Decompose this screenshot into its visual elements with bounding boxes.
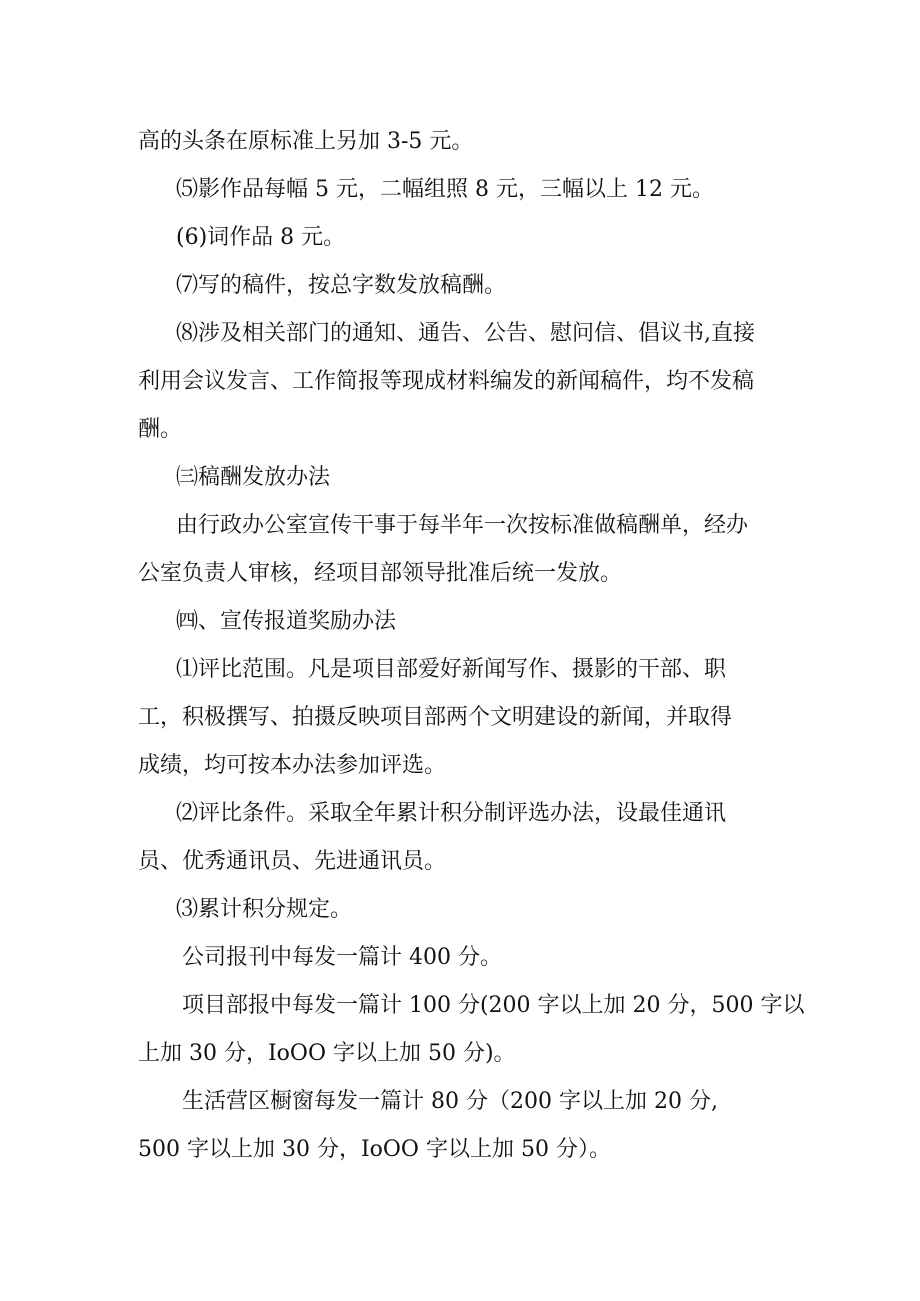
text-line: ⑴评比范围。凡是项目部爱好新闻写作、摄影的干部、职 xyxy=(176,657,727,682)
text-line: 由行政办公室宣传干事于每半年一次按标准做稿酬单，经办 xyxy=(176,513,749,538)
text-line: 利用会议发言、工作简报等现成材料编发的新闻稿件，均不发稿 xyxy=(138,369,755,394)
text-line: 公室负责人审核，经项目部领导批准后统一发放。 xyxy=(138,561,623,586)
text-line: 员、优秀通讯员、先进通讯员。 xyxy=(138,849,447,874)
text-line: ⑵评比条件。采取全年累计积分制评选办法，设最佳通讯 xyxy=(176,801,727,826)
text-line: 生活营区橱窗每发一篇计 80 分（200 字以上加 20 分, xyxy=(182,1089,718,1114)
text-line: 成绩，均可按本办法参加评选。 xyxy=(138,753,447,778)
text-line: 500 字以上加 30 分，IoOO 字以上加 50 分）。 xyxy=(138,1137,611,1162)
text-line: 项目部报中每发一篇计 100 分(200 字以上加 20 分，500 字以 xyxy=(182,993,805,1018)
text-line: 公司报刊中每发一篇计 400 分。 xyxy=(182,945,502,970)
section-heading: ㈢稿酬发放办法 xyxy=(176,465,331,490)
document-body xyxy=(138,118,805,1174)
text-line: (6)词作品 8 元。 xyxy=(176,225,346,250)
text-line: 酬。 xyxy=(138,417,183,442)
section-heading: ㈣、宣传报道奖励办法 xyxy=(176,609,397,634)
text-line: ⑸影作品每幅 5 元，二幅组照 8 元，三幅以上 12 元。 xyxy=(176,177,714,202)
text-line: ⑻涉及相关部门的通知、通告、公告、慰问信、倡议书,直接 xyxy=(176,321,755,346)
text-line: 高的头条在原标准上另加 3-5 元。 xyxy=(138,129,474,154)
text-line: ⑺写的稿件，按总字数发放稿酬。 xyxy=(176,273,507,298)
text-line: 上加 30 分，IoOO 字以上加 50 分)。 xyxy=(138,1041,516,1066)
text-line: ⑶累计积分规定。 xyxy=(176,897,353,922)
text-line: 工，积极撰写、拍摄反映项目部两个文明建设的新闻，并取得 xyxy=(138,705,733,730)
